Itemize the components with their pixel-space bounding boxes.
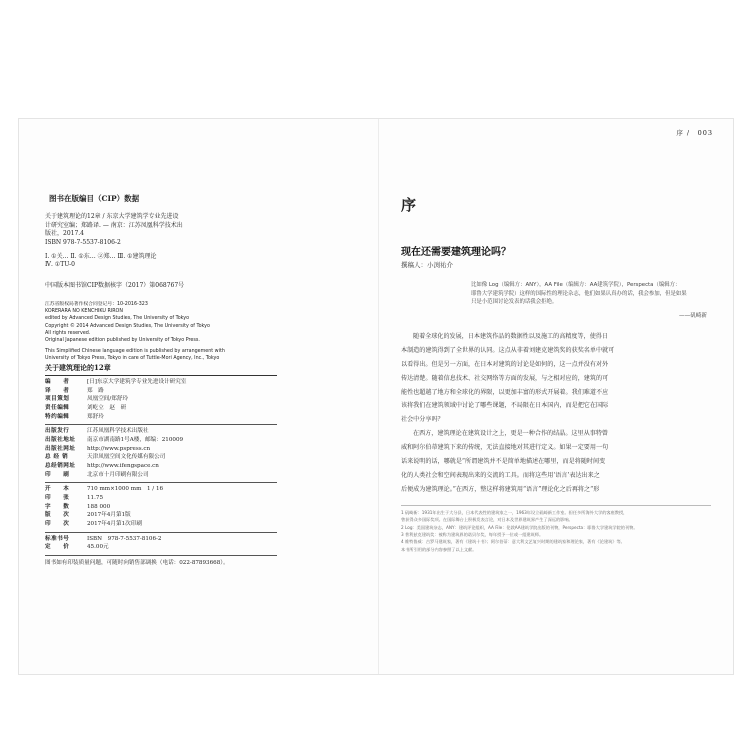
book-spread [18,118,734,675]
colophon-section-publisher [45,425,277,483]
body-line: 社会中分享吗？ [401,416,444,424]
body-line: 能性也超越了地方和全球化的界限，以更加丰富的形式开展着。我们难道不应 [401,388,609,396]
row-value: 188 000 [87,503,111,510]
body-line: 该将我们在建筑领域中讨论了哪些课题，不局限在日本国内，而是把它在国际 [401,402,609,410]
quality-notice: 图书如有印装质量问题，可随时向销售部调换（电话：022-87893668）。 [45,559,229,566]
colophon-section-isbn [45,533,277,556]
row-value: 郑 路 [87,387,104,394]
colophon-row [45,471,277,480]
footnote-line: 1 矶崎新：1931年出生于大分县，日本代表性的建筑家之一，1963年设立矶崎新工作室。担任多所海外大学的客座教授， [401,510,628,515]
footnote-line: 曾获得众多国际奖项。在国际舞台上积极发表言论，对日本及世界建筑界产生了深远的影响。 [401,517,573,523]
row-value: 天津凤凰空间文化传媒有限公司 [87,454,166,461]
row-value: [日]东京大学建筑学专业先进设计研究室 [87,379,187,386]
preface-page [391,119,721,674]
copyright-page [33,119,353,674]
row-value: 710 mm×1000 mm 1 / 16 [87,486,164,493]
row-key: 项目策划 [45,396,70,403]
row-key: 开 本 [45,486,70,493]
row-key: 责任编辑 [45,405,70,412]
row-value: 江苏凤凰科学技术出版社 [87,428,149,435]
colophon-row [45,387,277,396]
row-key: 定 价 [45,544,70,551]
copyright-line: KORERARA NO KENCHIKU RIRON [45,309,123,315]
row-key: 印 刷 [45,471,70,478]
book-title: 关于建筑理论的12章 [45,363,277,376]
row-value: http://www.ifengspace.cn [87,463,159,470]
row-value: 2017年4月第1次印刷 [87,520,142,527]
epigraph-line: 比如像 Log（编辑方：ANY），AA File（编辑方：AA建筑学院），Perspecta（编辑方： [471,282,681,288]
cip-number: 中国版本图书馆CIP数据核字（2017）第068767号 [45,282,185,289]
row-value: 郑舒玲 [87,413,104,420]
colophon-row [45,511,277,520]
colophon-row [45,395,277,404]
row-key: 出版社地址 [45,437,76,444]
footnote-line: 2 Log：美国建筑杂志，ANY：建筑评论组织，AA File：伦敦AA建筑学院出版的刊物，Perspecta：耶鲁大学建筑学院的刊物。 [401,524,638,530]
footnote-divider [401,505,711,506]
colophon-row [45,543,277,552]
cip-line: ISBN 978-7-5537-8106-2 [45,239,121,247]
cip-line: Ⅰ. ①关… Ⅱ. ①东… ②郑… Ⅲ. ①建筑理论 [45,252,157,260]
copyright-line: 江苏省版权局著作权合同登记号：10-2016-323 [45,302,148,307]
epigraph-attribution: ——矶崎新 [679,313,707,319]
row-key: 印 张 [45,495,70,502]
row-key: 编 者 [45,379,70,386]
colophon-row [45,462,277,471]
row-value: 凤凰空间/郑舒玲 [87,396,129,403]
row-key: 译 者 [45,387,70,394]
body-line: 化的人类社会和空间表现出来的交流的工具。而将这些用‘语言’表达出来之 [401,471,600,479]
body-line: 威和阿尔伯蒂建筑下来的传统，无法直接地对其进行定义。如果一定要用一句 [401,444,609,451]
cip-line: Ⅳ. ①TU-0 [45,261,75,269]
copyright-line: Original Japanese edition published by University of Tokyo Press. [45,337,200,343]
row-value: 11.75 [87,495,104,502]
colophon-table [45,363,277,567]
copyright-notice [45,301,325,363]
cip-line: 计研究室编；郑路译. — 南京：江苏凤凰科学技术出 [45,221,183,229]
copyright-line: University of Tokyo Press, Tokyo in care of Tuttle-Mori Agency, Inc., Tokyo [45,356,220,362]
colophon-row [45,453,277,462]
colophon-row [45,535,277,544]
colophon-row [45,436,277,445]
row-value: 南京市湖南路1号A楼，邮编：210009 [87,437,184,444]
colophon-row [45,520,277,529]
row-key: 总经销网址 [45,463,76,470]
epigraph [471,281,711,307]
cip-title: 图书在版编目（CIP）数据 [49,194,140,203]
body-line: 随着全球化的发展，日本建筑作品的数据性以及施工的高精度等，使得日 [413,333,608,340]
body-text [401,331,713,498]
colophon-row [45,378,277,387]
row-value: ISBN 978-7-5537-8106-2 [87,535,162,542]
cip-data [45,213,245,270]
article-author: 撰稿人：小渕祐介 [401,261,453,269]
copyright-line: edited by Advanced Design Studies, The University of Tokyo [45,316,190,322]
body-line: 本制造的建筑得到了全世界的认同。这点从非着刘建克建筑奖的获奖名单中就可 [401,346,615,354]
copyright-line: Copyright © 2014 Advanced Design Studies, The University of Tokyo [45,323,210,329]
colophon-row [45,503,277,512]
copyright-line: This Simplified Chinese language edition is published by arrangement with [45,349,225,355]
row-key: 出版社网址 [45,445,76,452]
row-key: 特约编辑 [45,413,70,420]
colophon-section-credits [45,376,277,425]
row-value: 刘屹立 赵 研 [87,405,127,412]
footnote-line: 3 普利兹克建筑奖：被称为建筑界的诺贝尔奖，每年授予一位或一组建筑师。 [401,532,544,538]
body-line: 以看得出。但是另一方面，在日本对建筑的讨论是如何的，这一点并没有对外 [401,360,609,368]
colophon-row [45,413,277,422]
colophon-row [45,404,277,413]
article-title: 现在还需要建筑理论吗？ [401,247,511,258]
colophon-row [45,445,277,454]
epigraph-line: 只是小范围讨论发表的话我会拒绝。 [471,299,558,306]
colophon-row [45,494,277,503]
colophon-section-specs [45,483,277,532]
row-key: 版 次 [45,512,70,519]
chapter-heading: 序 [401,196,417,214]
row-key: 字 数 [45,503,70,510]
copyright-line: All rights reserved. [45,330,91,336]
row-value: 45.00元 [87,544,109,551]
body-line: 传达清楚。随着信息技术、社交网络等方面的发展，与之相对应的，建筑的可 [401,374,609,382]
page-gutter [378,119,379,674]
cip-line: 版社，2017.4 [45,230,84,238]
row-key: 出版发行 [45,428,70,435]
colophon-row [45,427,277,436]
running-header: 序 / 003 [676,129,713,137]
footnotes [401,509,713,553]
row-value: http://www.pspress.cn [87,445,151,452]
body-line: 后便成为建筑理论。”在西方，整这样将建筑用“语言”理论化之后再将之“形 [401,485,600,493]
body-line: 在西方，建筑理论在建筑设计之上，更是一种合作的结晶。这里从事特曾 [413,430,608,438]
row-key: 印 次 [45,520,70,527]
footnote-line: 本书所引用的部分内容参照了以上文献。 [401,546,477,552]
colophon-row [45,485,277,494]
row-value: 2017年4月第1版 [87,512,131,519]
epigraph-line: 耶鲁大学建筑学院）这样的国际性的理论杂志，他们如果认真办的话，我会参加，但是如果 [471,290,687,297]
row-key: 标准书号 [45,535,70,542]
body-line: 话来说明的话，哪就是“所谓建筑并不是简单地描述在哪里，而是将随时间变 [401,457,606,465]
row-key: 总 经 销 [45,454,69,461]
footnote-line: 4 维特鲁威：古罗马建筑家，著有《建筑十书》；阿尔伯蒂：意大利文艺复兴时期的建筑家和理论家，著有《论建筑》等。 [401,539,625,545]
row-value: 北京市十月印刷有限公司 [87,471,149,478]
cip-line: 关于建筑理论的12章 / 东京大学建筑学专业先进设 [45,213,179,220]
